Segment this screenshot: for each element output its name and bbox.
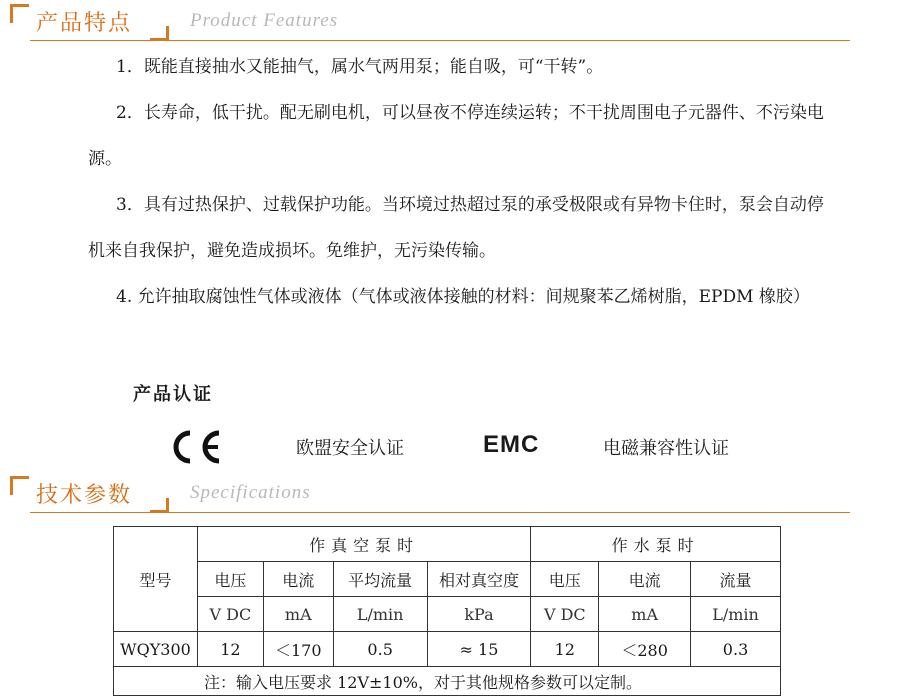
column-header: 相对真空度 [427,562,531,597]
ce-certification-label: 欧盟安全认证 [296,438,404,459]
column-header: 电流 [263,562,333,597]
spec-title-en: Specifications [190,482,311,503]
features-list [88,44,828,320]
emc-logo: EMC [483,431,540,458]
unit-cell: kPa [427,597,531,632]
unit-cell: V DC [531,597,599,632]
table-units-row [114,597,781,632]
features-title-cn: 产品特点 [36,11,133,36]
unit-cell: mA [263,597,333,632]
table-column-row [114,562,781,597]
unit-cell: mA [599,597,691,632]
features-section-header [10,4,890,40]
spec-title-cn: 技术参数 [36,483,133,508]
spec-section-header [10,476,890,512]
table-note-row [114,667,781,696]
water-group-header: 作水泵时 [531,527,781,562]
value-cell: ≈ 15 [427,632,531,667]
value-cell: 12 [197,632,263,667]
feature-item: 4. 允许抽取腐蚀性气体或液体（气体或液体接触的材料：间规聚苯乙烯树脂，EPDM 橡胶） [116,287,810,307]
value-cell: 0.5 [333,632,427,667]
column-header: 电压 [531,562,599,597]
table-note: 注：输入电压要求 12V±10%，对于其他规格参数可以定制。 [114,667,781,696]
column-header: 电压 [197,562,263,597]
table-header-row [114,527,781,562]
unit-cell: L/min [333,597,427,632]
corner-bracket-icon [150,498,169,513]
feature-item: 1．既能直接抽水又能抽气，属水气两用泵；能自吸，可“干转”。 [116,57,604,77]
model-header-cell: 型号 [114,527,198,632]
value-cell: ＜170 [263,632,333,667]
emc-certification-label: 电磁兼容性认证 [603,438,729,459]
feature-item: 3．具有过热保护、过载保护功能。当环境过热超过泵的承受极限或有异物卡住时，泵会自动停机来自我保护，避免造成损坏。免维护，无污染传输。 [88,195,824,261]
unit-cell: L/min [691,597,781,632]
certification-title: 产品认证 [133,384,213,405]
ce-mark-icon [166,427,224,467]
section-divider [30,512,850,513]
feature-item: 2．长寿命，低干扰。配无刷电机，可以昼夜不停连续运转；不干扰周围电子元器件、不污染电源。 [88,103,824,169]
model-cell: WQY300 [114,632,198,667]
value-cell: 12 [531,632,599,667]
corner-bracket-icon [10,4,29,23]
vacuum-group-header: 作真空泵时 [197,527,530,562]
unit-cell: V DC [197,597,263,632]
section-divider [30,40,850,41]
corner-bracket-icon [10,476,29,495]
column-header: 流量 [691,562,781,597]
value-cell: ＜280 [599,632,691,667]
column-header: 平均流量 [333,562,427,597]
corner-bracket-icon [150,26,169,41]
value-cell: 0.3 [691,632,781,667]
column-header: 电流 [599,562,691,597]
table-row [114,632,781,667]
spec-table [113,526,781,696]
features-title-en: Product Features [190,10,339,31]
